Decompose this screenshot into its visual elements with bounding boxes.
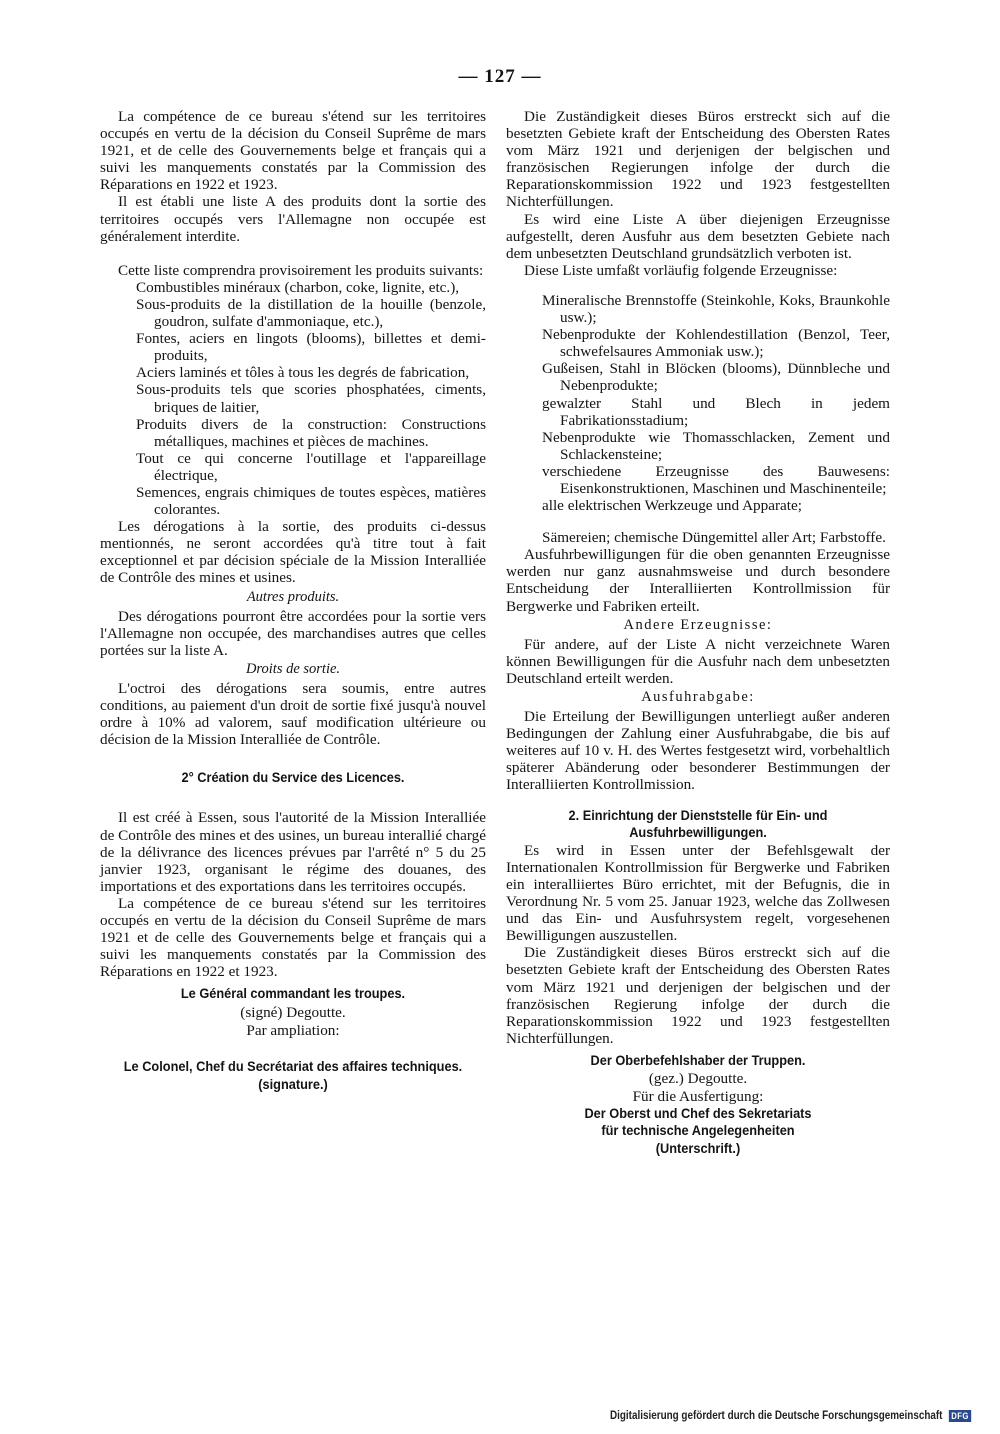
de-paragraph-liste-a: Es wird eine Liste A über diejenigen Erzeugnisse aufgestellt, deren Ausfuhr aus dem besetzten Gebiete nach dem unbesetzten Deutschland grundsätzlich verboten ist. (506, 210, 890, 262)
footer-text: Digitalisierung gefördert durch die Deutsche Forschungsgemeinschaft (610, 1410, 943, 1423)
de-list-item: Sämereien; chemische Düngemittel aller Art; Farbstoffe. (542, 529, 886, 547)
fr-paragraph-creation: Il est créé à Essen, sous l'autorité de la Mission Interalliée de Contrôle des mines et des usines, un bureau interallié chargé de la délivrance des licences prévues par l'arrêté n° 5 du 25 janvier 1923, organisant le régime des douanes, des importations et des exportations dans les territoires occupés. (100, 809, 486, 895)
de-list-item: alle elektrischen Werkzeuge und Apparate; (542, 497, 802, 515)
fr-list-item: Sous-produits tels que scories phosphatées, ciments, briques de laitier, (136, 381, 486, 416)
de-signature-mark: (Unterschrift.) (655, 1140, 741, 1157)
de-paragraph-ausfuhrbewilligungen: Ausfuhrbewilligungen für die oben genannten Erzeugnisse werden nur ganz ausnahmsweise und durch besondere Entscheidung der Interalliierten Kontrollmission für Bergwerke und Fabriken erteilt. (506, 546, 890, 615)
de-product-list (506, 292, 890, 546)
de-paragraph-abgabe: Die Erteilung der Bewilligungen unterliegt außer anderen Bedingungen der Zahlung einer Ausfuhrabgabe, die bis auf weiteres auf 10 v. H. des Wertes festgesetzt wird, vorbehaltlich späterer Abänderung oder besonderer Bestimmungen der Interalliierten Kontrollmission. (506, 708, 890, 794)
de-list-item: Gußeisen, Stahl in Blöcken (blooms), Dünnbleche und Nebenprodukte; (542, 360, 890, 395)
page-number: — 127 — (458, 66, 542, 87)
fr-paragraph-droits: L'octroi des dérogations sera soumis, entre autres conditions, au paiement d'un droit de sortie fixé jusqu'à nouvel ordre à 10% ad valorem, sauf modification ultérieure ou décision de la Mission Interalliée de Contrôle. (100, 680, 486, 749)
german-column (506, 108, 890, 1158)
fr-product-list (100, 279, 486, 518)
fr-list-item: Tout ce qui concerne l'outillage et l'appareillage électrique, (136, 449, 486, 484)
fr-paragraph-competence-2: La compétence de ce bureau s'étend sur les territoires occupés en vertu de la décision du Conseil Suprême de mars 1921 et de celle des Gouvernements belge et français qui a suivi les manquements constatés par la Commission des Réparations en 1922 et 1923. (100, 894, 486, 981)
de-paragraph-einrichtung: Es wird in Essen unter der Befehlsgewalt der Internationalen Kontrollmission für Bergwerke und Fabriken ein interalliiertes Büro errichtet, mit der Befugnis, die in Verordnung Nr. 5 vom 25. Januar 1923, welche das Zollwesen und das Ein- und Ausfuhrsystem regelt, vorgesehenen Bewilligungen auszustellen. (506, 841, 890, 945)
fr-signature-title: Le Général commandant les troupes. (180, 986, 406, 1003)
fr-paragraph-competence: La compétence de ce bureau s'étend sur les territoires occupés en vertu de la décision du Conseil Suprême de mars 1921, et de celle des Gouvernements belge et français qui a suivi les manquements constatés par la Commission des Réparations en 1922 et 1923. (100, 108, 486, 194)
de-signature-oberst-1: Der Oberst und Chef des Sekretariats (584, 1105, 812, 1122)
fr-signature-mark: (signature.) (258, 1076, 328, 1093)
fr-paragraph-derogations: Les dérogations à la sortie, des produits ci-dessus mentionnés, ne seront accordées qu'à titre tout à fait exceptionnel et par décision spéciale de la Mission Interalliée de Contrôle des mines et usines. (100, 518, 486, 587)
de-section-heading-1: 2. Einrichtung der Dienststelle für Ein- und (568, 807, 828, 824)
fr-paragraph-liste-intro: Cette liste comprendra provisoirement les produits suivants: (118, 261, 484, 279)
de-paragraph-liste-intro: Diese Liste umfaßt vorläufig folgende Erzeugnisse: (524, 261, 838, 279)
de-signature-oberst-2: für technische Angelegenheiten (601, 1123, 795, 1140)
digitization-footer (610, 1410, 971, 1422)
de-subheading-andere: Andere Erzeugnisse: (623, 616, 773, 633)
fr-subheading-droits: Droits de sortie. (245, 660, 341, 677)
fr-list-item: Produits divers de la construction: Constructions métalliques, machines et pièces de machines. (136, 415, 486, 450)
fr-subheading-autres-produits: Autres produits. (246, 588, 340, 605)
de-paragraph-zustaendigkeit-2: Die Zuständigkeit dieses Büros erstreckt sich auf die besetzten Gebiete kraft der Entscheidung des Obersten Rates vom März 1921 und derjenigen der belgischen und der französischen Regierung infolge der durch die Reparationskommission 1922 und 1923 festgestellten Nichterfüllungen. (506, 944, 890, 1047)
fr-list-item: Aciers laminés et tôles à tous les degrés de fabrication, (136, 364, 470, 382)
de-paragraph-zustaendigkeit: Die Zuständigkeit dieses Büros erstreckt sich auf die besetzten Gebiete kraft der Entscheidung des Obersten Rates vom März 1921 und derjenigen der belgischen und französischen Regierungen infolge der durch die Reparationskommission 1922 und 1923 festgestellten Nichterfüllungen. (506, 108, 890, 211)
de-subheading-ausfuhrabgabe: Ausfuhrabgabe: (641, 689, 755, 705)
de-list-item: Nebenprodukte der Kohlendestillation (Benzol, Teer, schwefelsaures Ammoniak usw.); (542, 326, 890, 361)
de-signature-title: Der Oberbefehlshaber der Truppen. (590, 1052, 806, 1069)
fr-signature-ampliation: Par ampliation: (246, 1021, 340, 1039)
fr-paragraph-autres: Des dérogations pourront être accordées pour la sortie vers l'Allemagne non occupée, des marchandises autres que celles portées sur la liste A. (100, 607, 486, 659)
de-list-item: verschiedene Erzeugnisse des Bauwesens: Eisenkonstruktionen, Maschinen und Maschinenteile; (542, 462, 890, 497)
dfg-logo: DFG (949, 1410, 972, 1422)
fr-signature-colonel: Le Colonel, Chef du Secrétariat des affaires techniques. (123, 1059, 463, 1076)
de-signature-ausfertigung: Für die Ausfertigung: (632, 1088, 764, 1106)
fr-list-item: Combustibles minéraux (charbon, coke, lignite, etc.), (136, 278, 460, 296)
fr-list-item: Sous-produits de la distillation de la houille (benzole, goudron, sulfate d'ammoniaque, etc.), (136, 295, 486, 331)
de-section-heading-2: Ausfuhrbewilligungen. (629, 824, 767, 841)
fr-list-item: Fontes, aciers en lingots (blooms), billettes et demi-produits, (136, 330, 486, 365)
fr-section-heading: 2° Création du Service des Licences. (181, 770, 405, 787)
fr-list-item: Semences, engrais chimiques de toutes espèces, matières colorantes. (136, 483, 486, 519)
de-list-item: Nebenprodukte wie Thomasschlacken, Zement und Schlackensteine; (542, 428, 890, 463)
fr-signature-name: (signé) Degoutte. (240, 1004, 346, 1021)
french-column (100, 108, 486, 1094)
de-signature-name: (gez.) Degoutte. (648, 1070, 748, 1088)
fr-paragraph-liste-a: Il est établi une liste A des produits dont la sortie des territoires occupés vers l'Allemagne non occupée est généralement interdite. (100, 193, 486, 245)
de-paragraph-andere: Für andere, auf der Liste A nicht verzeichnete Waren können Bewilligungen für die Ausfuhr nach dem unbesetzten Deutschland erteilt werden. (506, 635, 890, 687)
de-list-item: gewalzter Stahl und Blech in jedem Fabrikationsstadium; (542, 394, 890, 429)
de-list-item: Mineralische Brennstoffe (Steinkohle, Koks, Braunkohle usw.); (542, 291, 890, 327)
